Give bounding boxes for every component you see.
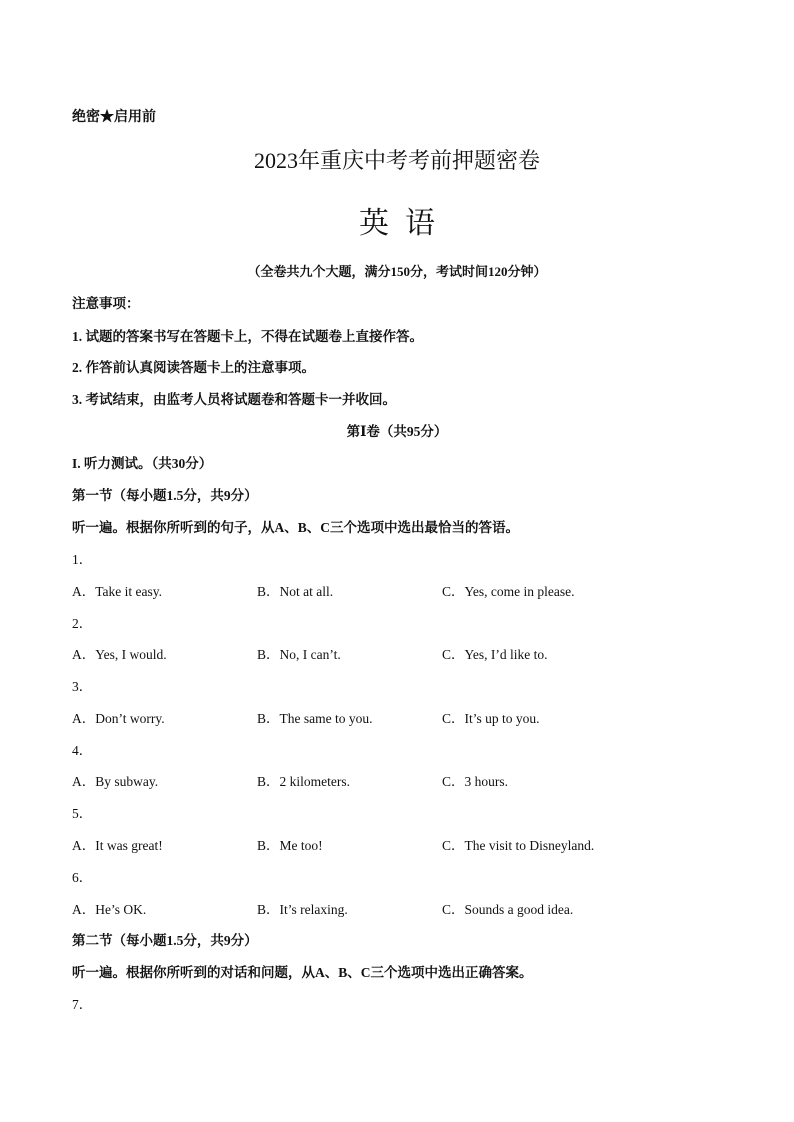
confidential-label: 绝密★启用前	[72, 110, 156, 125]
subsection2-title: 第二节（每小题1.5分，共9分）	[72, 933, 258, 948]
section-listening-title: I. 听力测试。（共30分）	[72, 456, 213, 471]
option-a: A．Don’t worry.	[72, 711, 165, 726]
subsection1-title: 第一节（每小题1.5分，共9分）	[72, 488, 258, 503]
question-number: 5．	[72, 806, 93, 821]
option-c: C．Sounds a good idea.	[442, 902, 574, 917]
option-a: A．Take it easy.	[72, 584, 163, 599]
question-number: 3．	[72, 679, 93, 694]
note-item-3: 3. 考试结束，由监考人员将试题卷和答题卡一并收回。	[72, 392, 396, 407]
notes-heading: 注意事项：	[72, 296, 140, 311]
option-c: C．Yes, come in please.	[442, 584, 575, 599]
option-c: C．The visit to Disneyland.	[442, 838, 595, 853]
option-b: B．2 kilometers.	[257, 774, 350, 789]
question-number: 6．	[72, 870, 93, 885]
question-number: 2．	[72, 616, 93, 631]
option-c: C．3 hours.	[442, 774, 509, 789]
option-c: C．Yes, I’d like to.	[442, 647, 548, 662]
option-b: B．It’s relaxing.	[257, 902, 348, 917]
question-number: 1．	[72, 552, 93, 567]
subsection1-instruction: 听一遍。根据你所听到的句子，从A、B、C三个选项中选出最恰当的答语。	[72, 520, 520, 535]
question-number: 4．	[72, 743, 93, 758]
option-b: B．The same to you.	[257, 711, 373, 726]
note-item-2: 2. 作答前认真阅读答题卡上的注意事项。	[72, 360, 315, 375]
option-a: A．He’s OK.	[72, 902, 147, 917]
note-item-1: 1. 试题的答案书写在答题卡上，不得在试题卷上直接作答。	[72, 329, 423, 344]
part1-title: 第Ⅰ卷（共95分）	[346, 424, 448, 439]
question-number: 7．	[72, 997, 93, 1012]
subsection2-instruction: 听一遍。根据你所听到的对话和问题，从A、B、C三个选项中选出正确答案。	[72, 965, 533, 980]
exam-info: （全卷共九个大题，满分150分，考试时间120分钟）	[247, 264, 547, 279]
exam-title: 2023年重庆中考考前押题密卷	[253, 148, 540, 173]
option-a: A．By subway.	[72, 774, 159, 789]
option-c: C．It’s up to you.	[442, 711, 540, 726]
option-b: B．No, I can’t.	[257, 647, 341, 662]
subject-title: 英语	[359, 207, 451, 240]
option-a: A．Yes, I would.	[72, 647, 167, 662]
option-b: B．Me too!	[257, 838, 323, 853]
option-b: B．Not at all.	[257, 584, 334, 599]
option-a: A．It was great!	[72, 838, 163, 853]
